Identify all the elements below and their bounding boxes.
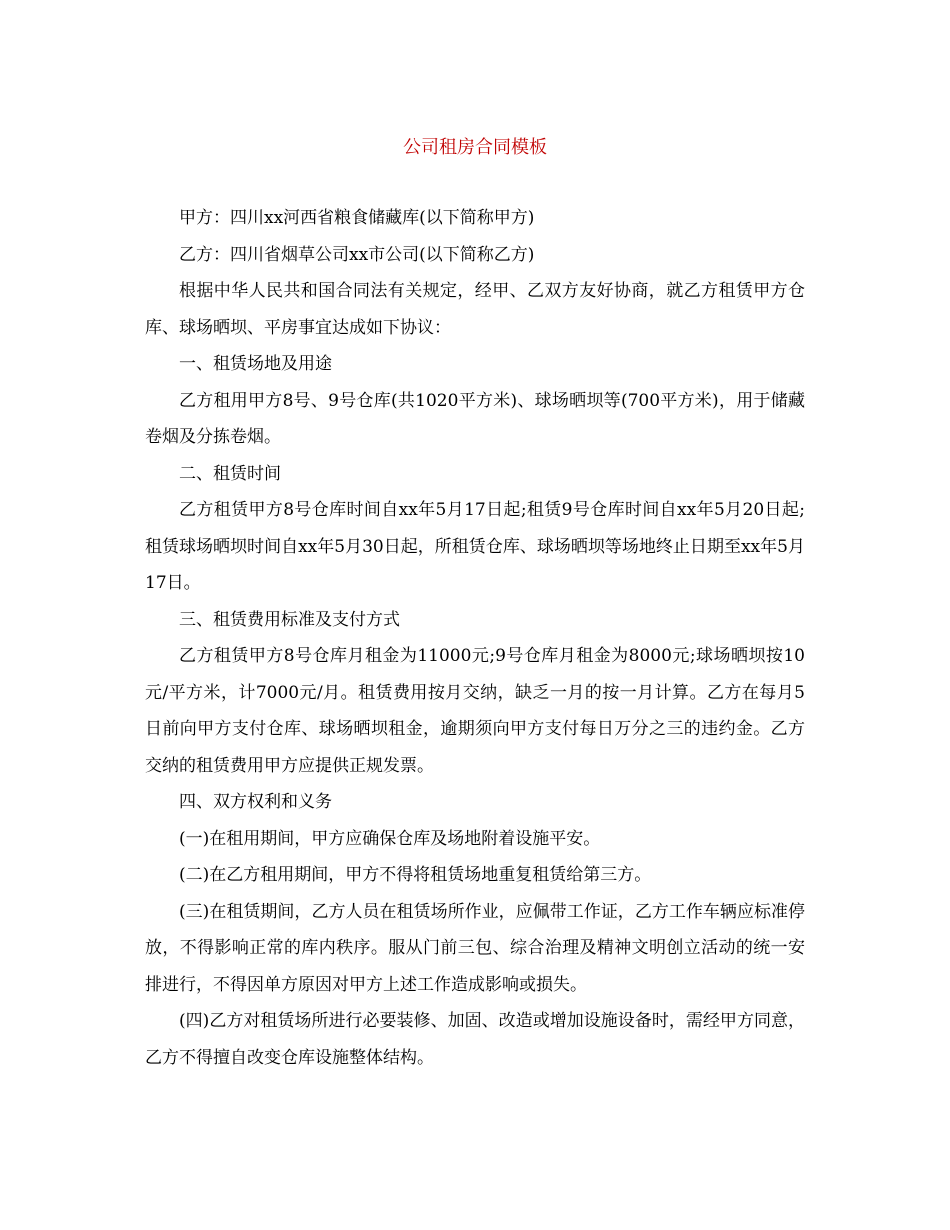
section-heading-2: 二、租赁时间 bbox=[179, 463, 281, 484]
clause-3: (三)在租赁期间，乙方人员在租赁场所作业，应佩带工作证，乙方工作车辆应标准停放，不得影响正常的库内秩序。服从门前三包、综合治理及精神文明创立活动的统一安排进行，不得因单方原因对甲方上述工作造成影响或损失。 bbox=[145, 901, 805, 995]
clause-2: (二)在乙方租用期间，甲方不得将租赁场地重复租赁给第三方。 bbox=[179, 865, 652, 885]
paragraph-premises-use: 乙方租用甲方8号、9号仓库(共1020平方米)、球场晒坝等(700平方米)，用于储藏卷烟及分拣卷烟。 bbox=[145, 390, 805, 447]
clause-4: (四)乙方对租赁场所进行必要装修、加固、改造或增加设施设备时，需经甲方同意，乙方不得擅自改变仓库设施整体结构。 bbox=[145, 1011, 805, 1068]
section-heading-4: 四、双方权利和义务 bbox=[179, 792, 332, 812]
paragraph-lease-term: 乙方租赁甲方8号仓库时间自xx年5月17日起;租赁9号仓库时间自xx年5月20日起;租赁球场晒坝时间自xx年5月30日起，所租赁仓库、球场晒坝等场地终止日期至xx年5月17日。 bbox=[145, 500, 805, 593]
paragraph-party-a: 甲方：四川xx河西省粮食储藏库(以下简称甲方) bbox=[179, 208, 535, 228]
section-heading-3: 三、租赁费用标准及支付方式 bbox=[179, 609, 400, 630]
clause-1: (一)在租用期间，甲方应确保仓库及场地附着设施平安。 bbox=[179, 828, 601, 849]
document-body bbox=[145, 200, 805, 1076]
paragraph-rent-payment: 乙方租赁甲方8号仓库月租金为11000元;9号仓库月租金为8000元;球场晒坝按10元/平方米，计7000元/月。租赁费用按月交纳，缺乏一月的按一月计算。乙方在每月5日前向甲方支付仓库、球场晒坝租金，逾期须向甲方支付每日万分之三的违约金。乙方交纳的租赁费用甲方应提供正规发票。 bbox=[145, 646, 805, 776]
section-heading-1: 一、租赁场地及用途 bbox=[179, 354, 332, 374]
paragraph-preamble: 根据中华人民共和国合同法有关规定，经甲、乙双方友好协商，就乙方租赁甲方仓库、球场晒坝、平房事宜达成如下协议： bbox=[145, 281, 805, 338]
paragraph-party-b: 乙方：四川省烟草公司xx市公司(以下简称乙方) bbox=[179, 244, 535, 265]
document-title: 公司租房合同模板 bbox=[403, 137, 547, 158]
